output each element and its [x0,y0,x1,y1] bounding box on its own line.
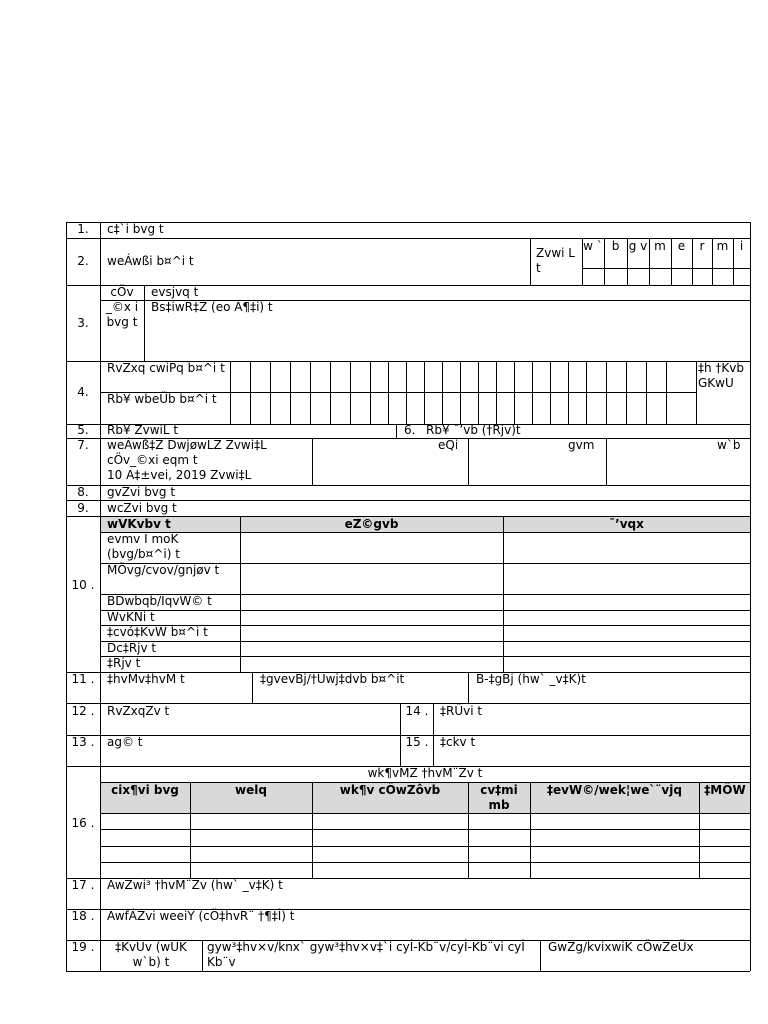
birth-reg-label: Rb¥ wbeÜb b¤^i t [107,392,217,406]
institution-header: wk¶v cÖwZôvb [339,783,441,797]
row-16-number: 16 . [71,816,95,830]
row-11-number: 11 . [71,672,95,686]
digit-box-divider [696,361,697,424]
row-4-number: 4. [77,385,89,399]
birth-date-label: Rb¥ ZvwiL t [107,423,179,437]
mother-name-label: gvZvi bvg t [107,485,176,499]
date-letter: m [654,239,666,253]
digit-box-divider [460,361,461,424]
address-field-label: Dc‡Rjv t [107,641,157,655]
education-title: wk¶vMZ †hvM¨Zv t [367,766,483,780]
contact-label: ‡hvMv‡hvM t [107,672,185,686]
age-label: weÁwß‡Z DwjøwLZ Zvwi‡L cÖv_©xi eqm t [107,438,267,467]
either-one-note: ‡h †Kvb GKwU [698,361,745,390]
digit-box-divider [646,361,647,424]
address-field-label: ‡Rjv t [107,656,141,670]
row-13-number: 13 . [71,735,95,749]
freedom-fighter-quota-option[interactable]: gyw³‡hv×v/knx` gyw³‡hv×v‡`i cyÎ-Kb¨v/cyÎ-Kb¨vi cyÎ Kb¨v [207,940,525,969]
months-label: gvm [568,438,595,452]
passing-year-header: cv‡mi mb [480,783,518,812]
digit-box-divider [478,361,479,424]
row-3-number: 3. [77,316,89,330]
permanent-address-header: ¯’vqx [609,517,644,531]
profession-label: ‡ckv t [440,735,476,749]
mobile-label: ‡gvevBj/†Uwj‡dvb b¤^it [260,672,405,686]
row-12-number: 12 . [71,704,95,718]
name-label: c‡`i bvg t [107,222,164,236]
digit-box-divider [330,361,331,424]
row-6-number: 6. [404,423,416,437]
date-letter: m [716,239,729,253]
row-18-number: 18 . [71,909,95,923]
digit-box-divider [666,361,667,424]
notice-date-label: Zvwi L t [536,246,575,275]
digit-box-divider [442,361,443,424]
digit-box-divider [270,361,271,424]
digit-box-divider [350,361,351,424]
digit-box-divider [606,361,607,424]
row-17-number: 17 . [71,878,95,892]
address-header: wVKvbv t [107,517,171,531]
digit-box-divider [568,361,569,424]
bangla-name-label: evsjvq t [151,285,199,299]
digit-box-divider [424,361,425,424]
date-letter: w ` [583,239,603,253]
years-label: eQi [438,438,459,452]
digit-box-divider [370,361,371,424]
date-letter: g v [628,239,648,253]
date-letter: i [739,239,744,253]
row-10-number: 10 . [71,578,95,592]
row-7-number: 7. [77,438,89,452]
date-letter: b [611,239,620,253]
digit-box-divider [250,361,251,424]
experience-label: AwfÁZvi weeiY (cÖ‡hvR¨ †¶‡Î) t [107,909,295,923]
row-19-number: 19 . [71,940,95,954]
row-1-number: 1. [77,222,89,236]
subject-header: welq [235,783,267,797]
digit-box-divider [290,361,291,424]
nationality-label: RvZxqZv t [107,704,170,718]
digit-box-divider [586,361,587,424]
applicant-name-label: cÖv _©x i bvg t [105,285,139,329]
digit-box-divider [626,361,627,424]
father-name-label: wcZvi bvg t [107,501,177,515]
additional-qualification-label: AwZwi³ †hvM¨Zv (hw` _v‡K) t [107,878,283,892]
row-9-number: 9. [77,501,89,515]
date-letter: e [677,239,686,253]
grade-header: ‡MÖW [704,783,746,797]
digit-box-divider [388,361,389,424]
row-2-number: 2. [77,254,89,268]
address-field-label: MÖvg/cvov/gnjøv t [107,563,220,577]
digit-box-divider [550,361,551,424]
digit-box-divider [310,361,311,424]
application-form [66,222,750,972]
date-letter: r [699,239,705,253]
row-5-number: 5. [77,423,89,437]
orphan-disabled-quota-option[interactable]: GwZg/kvixwiK cÖwZeÜx [548,940,694,954]
exam-name-header: cix¶vi bvg [111,783,179,797]
age-reference-date: 10 A‡±vei, 2019 Zvwi‡L [107,468,252,482]
english-name-label: Bs‡iwR‡Z (eo A¶‡i) t [151,300,273,314]
present-address-header: eZ©gvb [344,517,399,531]
gender-label: ‡RÛvi t [440,704,483,718]
address-field-label: WvKNi t [107,610,155,624]
board-university-header: ‡evW©/wek¦we`¨vjq [547,783,682,797]
address-field-label: ‡cvó‡KvW b¤^i t [107,625,208,639]
quota-label: ‡KvUv (wUK w`b) t [115,940,187,969]
row-8-number: 8. [77,485,89,499]
religion-label: ag© t [107,735,143,749]
digit-box-divider [406,361,407,424]
row-14-number: 14 . [405,704,429,718]
days-label: w`b [717,438,741,452]
notice-number-label: weÁwßi b¤^i t [107,254,194,268]
digit-box-divider [514,361,515,424]
nid-label: RvZxq cwiPq b¤^i t [107,361,225,375]
email-label: B-‡gBj (hw` _v‡K)t [476,672,586,686]
row-15-number: 15 . [405,735,429,749]
digit-box-divider [532,361,533,424]
address-field-label: evmv I moK (bvg/b¤^i) t [107,532,180,561]
address-field-label: BDwbqb/IqvW© t [107,594,212,608]
birth-place-label: Rb¥ ¯’vb (†Rjv)t [426,423,521,437]
digit-box-divider [496,361,497,424]
